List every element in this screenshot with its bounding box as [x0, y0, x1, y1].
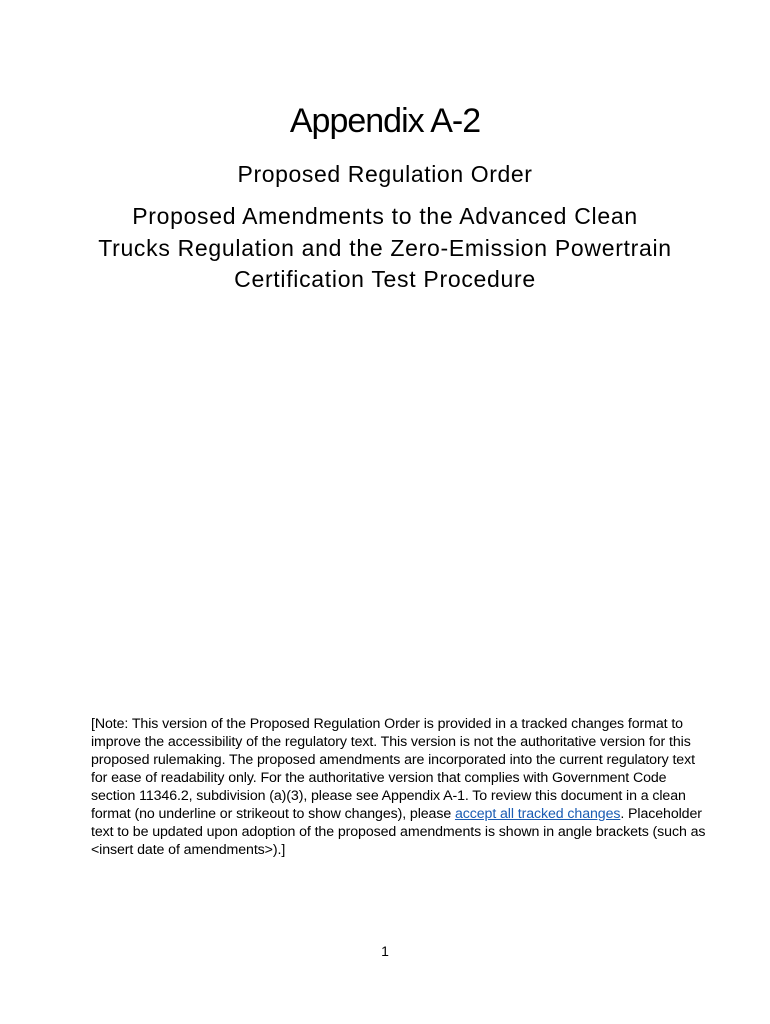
page-subtitle: Proposed Regulation Order	[237, 161, 533, 187]
amendment-title: Proposed Amendments to the Advanced Clean Trucks Regulation and the Zero-Emission Powertrain Certification Test Procedure	[98, 203, 672, 292]
note-text-after-link: . Placeholder text to be updated upon adoption of the proposed amendments is shown in angle brackets (such as <insert date of amendments>).]	[91, 806, 706, 858]
note-text-before-link: [Note: This version of the Proposed Regulation Order is provided in a tracked changes format to improve the accessibility of the regulatory text. This version is not the authoritative version for this proposed rulemaking. The proposed amendments are incorporated into the current regulatory text for ease of readability only. For the authoritative version that complies with Government Code section 11346.2, subdivision (a)(3), please see Appendix A-1. To review this document in a clean format (no underline or strikeout to show changes), please	[91, 716, 695, 822]
note-paragraph	[91, 715, 711, 859]
page-number: 1	[381, 943, 389, 959]
page-title: Appendix A-2	[289, 102, 481, 140]
accept-tracked-changes-link[interactable]: accept all tracked changes	[454, 806, 621, 822]
